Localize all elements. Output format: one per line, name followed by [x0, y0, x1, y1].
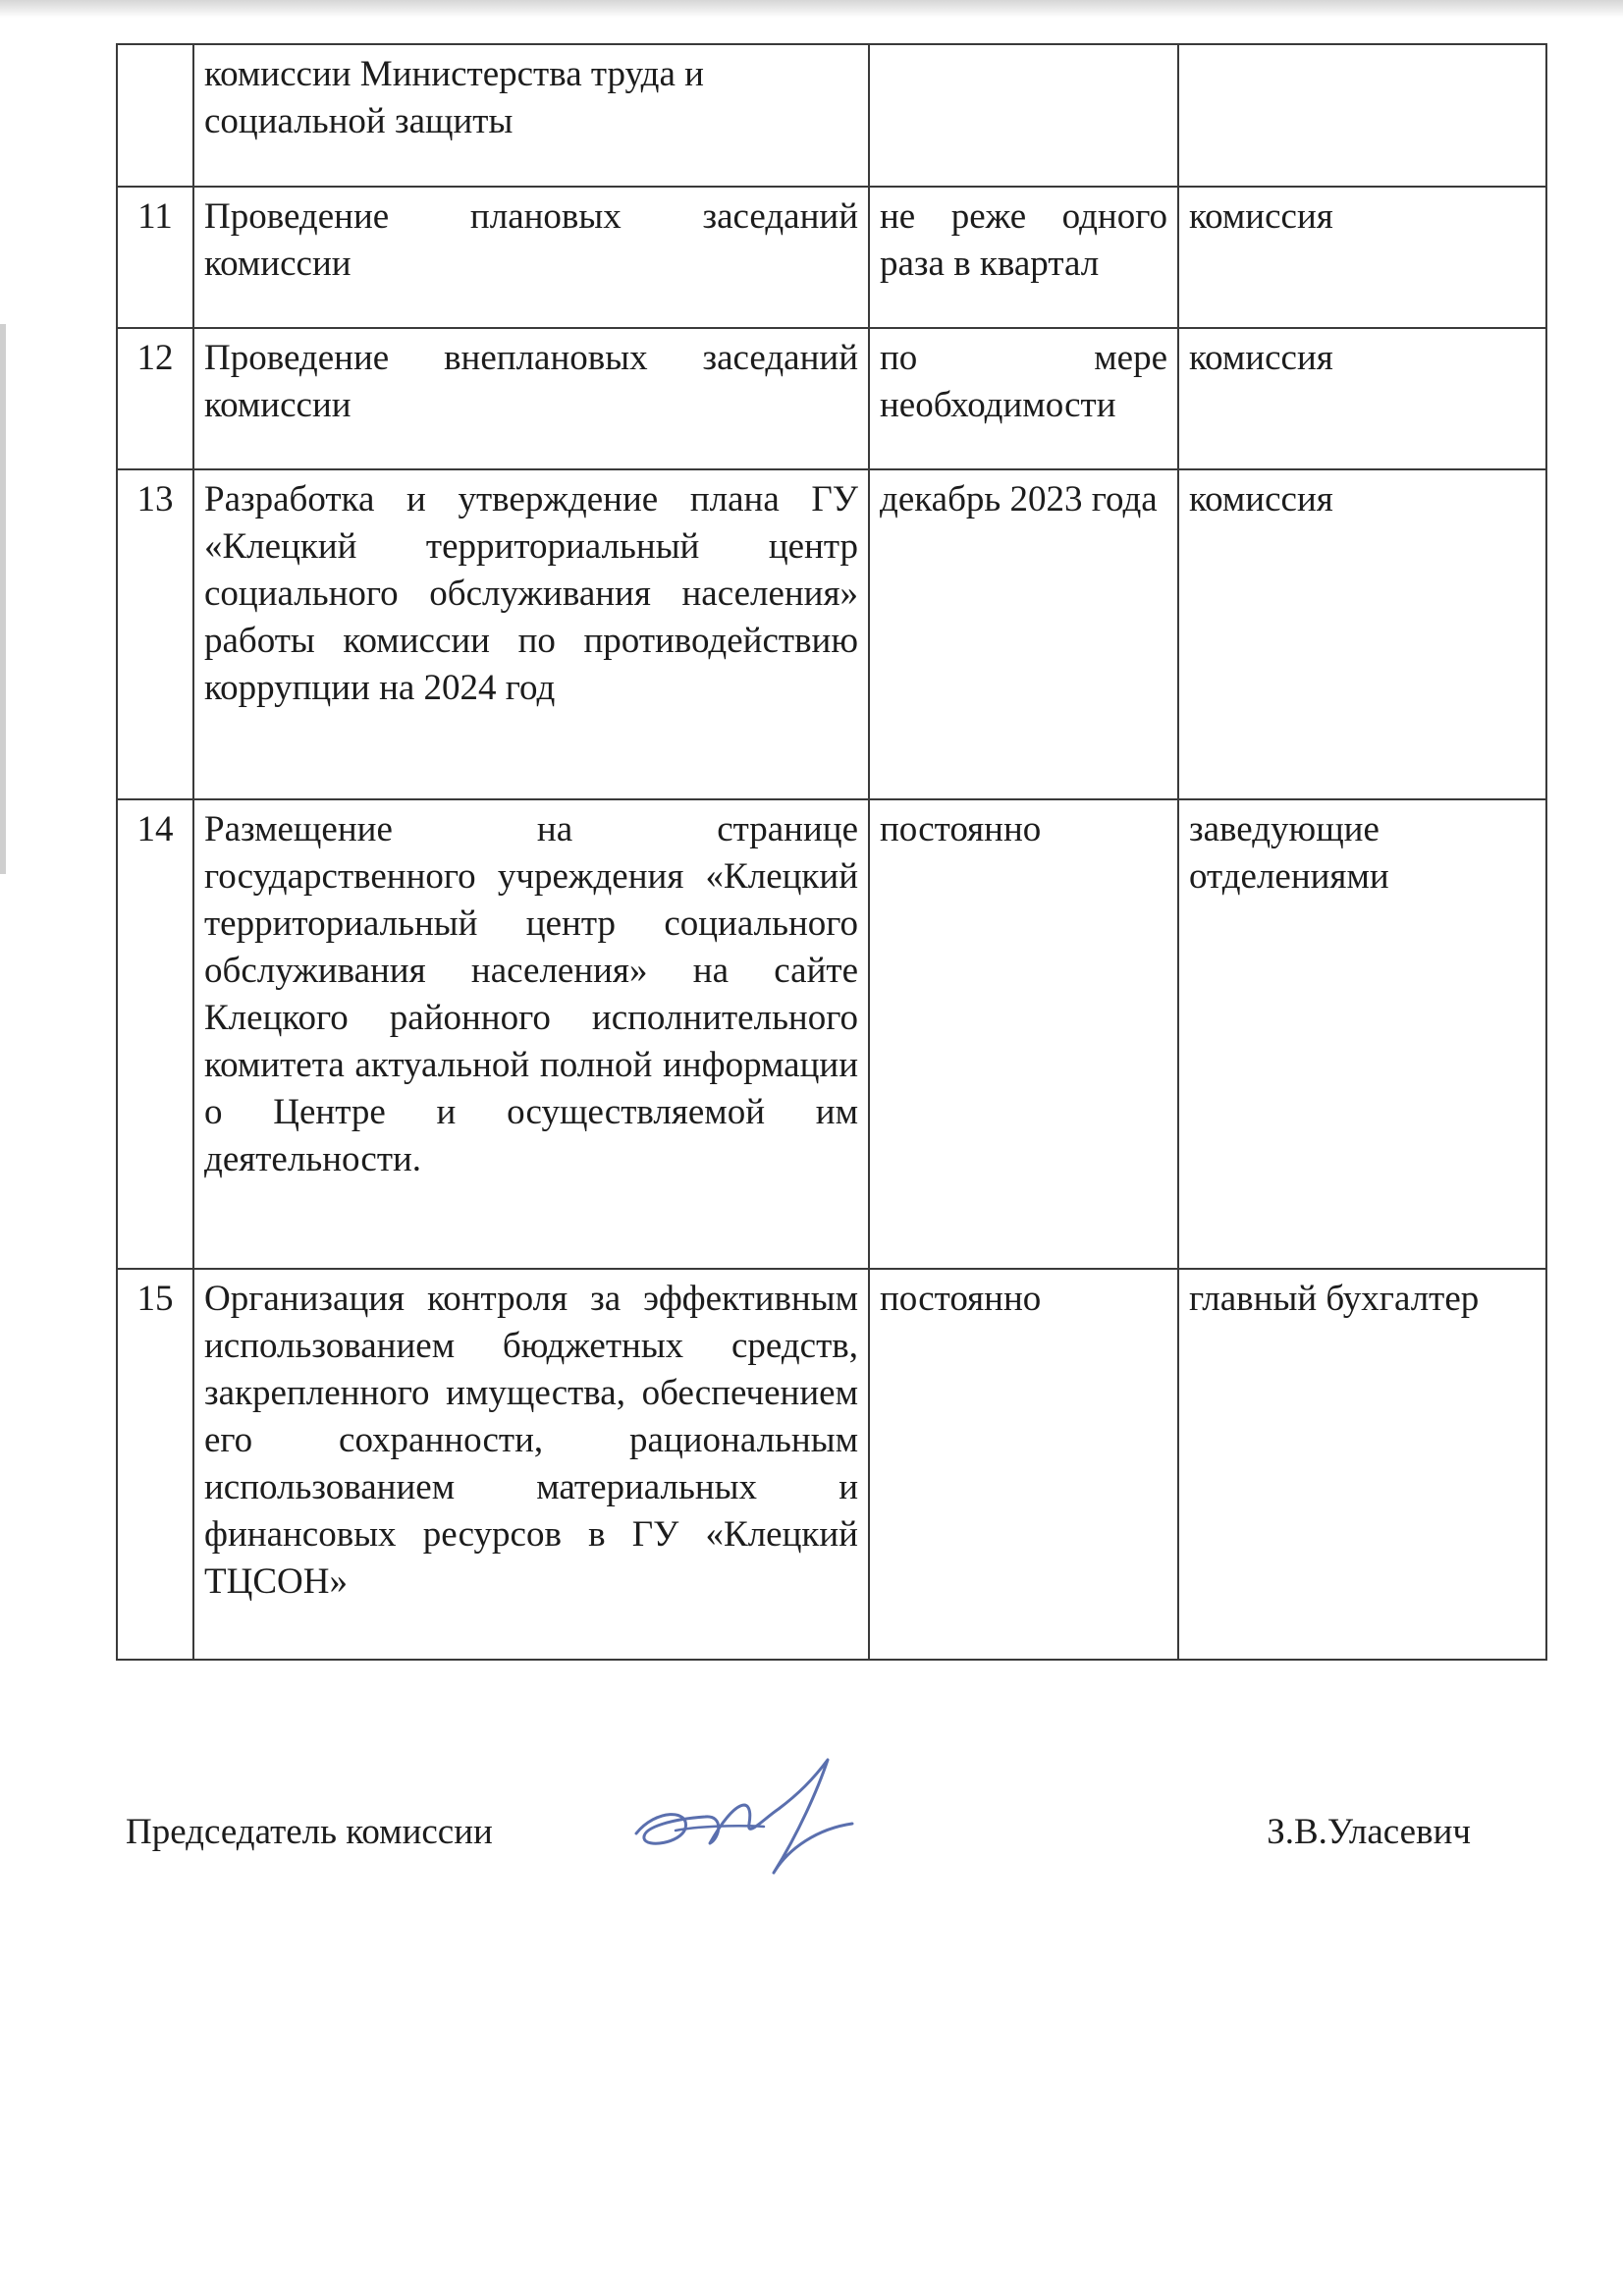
row-term: постоянно	[869, 1269, 1178, 1660]
scan-left-edge	[0, 324, 6, 874]
table-row	[117, 1269, 1546, 1660]
row-number: 11	[117, 187, 193, 328]
row-term: не реже одного раза в квартал	[869, 187, 1178, 328]
row-action: Разработка и утверждение плана ГУ «Клецкий территориальный центр социального обслуживания населения» работы комиссии по противодействию коррупции на 2024 год	[193, 469, 869, 799]
chairman-title: Председатель комиссии	[126, 1812, 493, 1852]
row-action: комиссии Министерства труда и социальной защиты	[193, 44, 869, 187]
row-responsible: главный бухгалтер	[1178, 1269, 1546, 1660]
row-number: 14	[117, 799, 193, 1269]
row-responsible: комиссия	[1178, 187, 1546, 328]
row-responsible: заведующие отделениями	[1178, 799, 1546, 1269]
row-action: Организация контроля за эффективным использованием бюджетных средств, закрепленного имущества, обеспечением его сохранности, рациональным использованием материальных и финансовых ресурсов в ГУ «Клецкий ТЦСОН»	[193, 1269, 869, 1660]
row-responsible: комиссия	[1178, 328, 1546, 469]
row-action: Размещение на странице государственного учреждения «Клецкий территориальный центр социального обслуживания населения» на сайте Клецкого районного исполнительного комитета актуальной полной информации о Центре и осуществляемой им деятельности.	[193, 799, 869, 1269]
table-row	[117, 44, 1546, 187]
row-number	[117, 44, 193, 187]
row-action: Проведение внеплановых заседаний комиссии	[193, 328, 869, 469]
chairman-name: З.В.Уласевич	[1267, 1812, 1471, 1852]
signature-image	[617, 1740, 921, 1887]
scan-top-edge	[0, 0, 1623, 18]
signature-block	[126, 1799, 1471, 1878]
row-term: декабрь 2023 года	[869, 469, 1178, 799]
row-term: по мере необходимости	[869, 328, 1178, 469]
row-number: 12	[117, 328, 193, 469]
row-responsible: комиссия	[1178, 469, 1546, 799]
row-number: 13	[117, 469, 193, 799]
row-responsible	[1178, 44, 1546, 187]
table-row	[117, 799, 1546, 1269]
row-number: 15	[117, 1269, 193, 1660]
row-term: постоянно	[869, 799, 1178, 1269]
row-term	[869, 44, 1178, 187]
row-action: Проведение плановых заседаний комиссии	[193, 187, 869, 328]
table-row	[117, 328, 1546, 469]
table-row	[117, 187, 1546, 328]
plan-table	[116, 43, 1547, 1661]
table-row	[117, 469, 1546, 799]
